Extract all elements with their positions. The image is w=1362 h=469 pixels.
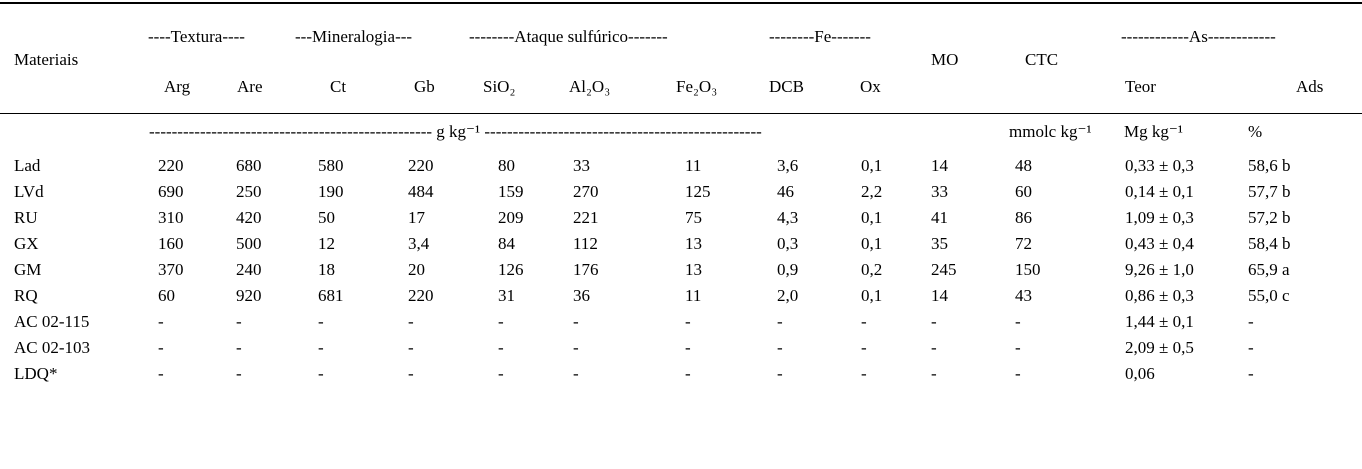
cell-mo: 41 xyxy=(931,208,948,227)
cell-ct: 18 xyxy=(318,260,335,279)
cell-teor: 0,14 ± 0,1 xyxy=(1125,182,1194,201)
cell-ads: - xyxy=(1248,364,1254,383)
cell-are: - xyxy=(236,312,242,331)
cell-dcb: - xyxy=(777,364,783,383)
cell-ctc: 43 xyxy=(1015,286,1032,305)
cell-ox: 0,2 xyxy=(861,260,883,279)
cell-dcb: 0,9 xyxy=(777,260,799,279)
units-gkg: -------------------------------------------------- g kg⁻¹ ------------------------------------------------- xyxy=(149,122,762,141)
cell-mo: - xyxy=(931,364,937,383)
cell-gb: - xyxy=(408,364,414,383)
cell-dcb: 4,3 xyxy=(777,208,799,227)
cell-fe2o3: - xyxy=(685,312,691,331)
cell-ox: - xyxy=(861,312,867,331)
cell-arg: 220 xyxy=(158,156,184,175)
row-material: RQ xyxy=(14,286,38,305)
cell-fe2o3: 11 xyxy=(685,286,702,305)
header-col-ctc: CTC xyxy=(1025,50,1059,69)
cell-ctc: 72 xyxy=(1015,234,1032,253)
cell-teor: 1,44 ± 0,1 xyxy=(1125,312,1194,331)
row-material: AC 02-115 xyxy=(14,312,90,331)
cell-dcb: 3,6 xyxy=(777,156,799,175)
cell-al2o3: - xyxy=(573,338,579,357)
cell-ads: - xyxy=(1248,338,1254,357)
cell-ads: 58,6 b xyxy=(1248,156,1291,175)
header-col-are: Are xyxy=(237,77,263,96)
header-col-ads: Ads xyxy=(1296,77,1324,96)
cell-ct: 190 xyxy=(318,182,344,201)
cell-ox: 0,1 xyxy=(861,234,883,253)
cell-al2o3: 112 xyxy=(573,234,598,253)
cell-al2o3: 33 xyxy=(573,156,590,175)
cell-fe2o3: - xyxy=(685,364,691,383)
cell-sio2: 159 xyxy=(498,182,524,201)
cell-mo: 245 xyxy=(931,260,957,279)
header-col-ct: Ct xyxy=(330,77,347,96)
cell-ctc: 150 xyxy=(1015,260,1041,279)
cell-ads: - xyxy=(1248,312,1254,331)
header-col-mo: MO xyxy=(931,50,959,69)
cell-gb: 220 xyxy=(408,286,434,305)
cell-mo: - xyxy=(931,338,937,357)
cell-are: 240 xyxy=(236,260,262,279)
cell-are: 680 xyxy=(236,156,262,175)
cell-arg: 690 xyxy=(158,182,184,201)
cell-dcb: 2,0 xyxy=(777,286,799,305)
cell-ox: 2,2 xyxy=(861,182,883,201)
units-mgkg: Mg kg⁻¹ xyxy=(1124,122,1183,141)
header-group-ataque: --------Ataque sulfúrico------- xyxy=(469,27,668,46)
cell-ct: 681 xyxy=(318,286,344,305)
cell-ox: 0,1 xyxy=(861,208,883,227)
cell-al2o3: 36 xyxy=(573,286,590,305)
cell-fe2o3: 13 xyxy=(685,260,702,279)
cell-ct: - xyxy=(318,338,324,357)
cell-arg: 370 xyxy=(158,260,184,279)
cell-arg: - xyxy=(158,364,164,383)
top-rule xyxy=(0,2,1362,4)
cell-dcb: - xyxy=(777,312,783,331)
cell-mo: 35 xyxy=(931,234,948,253)
cell-sio2: - xyxy=(498,338,504,357)
cell-ct: - xyxy=(318,364,324,383)
cell-sio2: 84 xyxy=(498,234,515,253)
cell-al2o3: - xyxy=(573,312,579,331)
units-percent: % xyxy=(1248,122,1263,141)
header-col-fe2o3: Fe₂O₃ xyxy=(676,77,718,96)
cell-mo: 14 xyxy=(931,156,948,175)
header-col-ox: Ox xyxy=(860,77,881,96)
cell-are: 250 xyxy=(236,182,262,201)
cell-are: 920 xyxy=(236,286,262,305)
cell-are: - xyxy=(236,338,242,357)
row-material: LVd xyxy=(14,182,44,201)
row-material: LDQ* xyxy=(14,364,58,383)
header-col-gb: Gb xyxy=(414,77,435,96)
header-group-fe: --------Fe------- xyxy=(769,27,871,46)
cell-ox: - xyxy=(861,364,867,383)
cell-arg: 310 xyxy=(158,208,184,227)
header-group-mineralogia: ---Mineralogia--- xyxy=(295,27,413,46)
cell-sio2: - xyxy=(498,364,504,383)
cell-fe2o3: 75 xyxy=(685,208,702,227)
row-material: GM xyxy=(14,260,42,279)
cell-are: - xyxy=(236,364,242,383)
cell-gb: - xyxy=(408,338,414,357)
cell-gb: 3,4 xyxy=(408,234,430,253)
header-col-sio2: SiO₂ xyxy=(483,77,516,96)
header-materiais: Materiais xyxy=(14,50,79,69)
row-material: AC 02-103 xyxy=(14,338,91,357)
row-material: Lad xyxy=(14,156,41,175)
cell-gb: 484 xyxy=(408,182,434,201)
cell-ct: - xyxy=(318,312,324,331)
cell-al2o3: 270 xyxy=(573,182,599,201)
row-material: RU xyxy=(14,208,38,227)
cell-are: 500 xyxy=(236,234,262,253)
cell-teor: 0,33 ± 0,3 xyxy=(1125,156,1194,175)
cell-sio2: 31 xyxy=(498,286,515,305)
cell-ox: - xyxy=(861,338,867,357)
cell-fe2o3: 11 xyxy=(685,156,702,175)
cell-dcb: 46 xyxy=(777,182,794,201)
cell-fe2o3: 125 xyxy=(685,182,711,201)
cell-ctc: - xyxy=(1015,338,1021,357)
cell-sio2: 126 xyxy=(498,260,524,279)
cell-gb: 17 xyxy=(408,208,425,227)
header-col-dcb: DCB xyxy=(769,77,804,96)
cell-ctc: - xyxy=(1015,312,1021,331)
cell-sio2: 209 xyxy=(498,208,524,227)
header-rule xyxy=(0,113,1362,114)
row-material: GX xyxy=(14,234,39,253)
cell-al2o3: 176 xyxy=(573,260,599,279)
cell-teor: 0,86 ± 0,3 xyxy=(1125,286,1194,305)
cell-teor: 2,09 ± 0,5 xyxy=(1125,338,1194,357)
cell-ctc: 48 xyxy=(1015,156,1032,175)
cell-mo: - xyxy=(931,312,937,331)
cell-teor: 1,09 ± 0,3 xyxy=(1125,208,1194,227)
cell-sio2: - xyxy=(498,312,504,331)
cell-dcb: - xyxy=(777,338,783,357)
cell-gb: 220 xyxy=(408,156,434,175)
cell-ads: 57,7 b xyxy=(1248,182,1291,201)
cell-ox: 0,1 xyxy=(861,156,883,175)
cell-al2o3: 221 xyxy=(573,208,599,227)
header-col-teor: Teor xyxy=(1125,77,1156,96)
cell-teor: 9,26 ± 1,0 xyxy=(1125,260,1194,279)
cell-arg: 160 xyxy=(158,234,184,253)
cell-sio2: 80 xyxy=(498,156,515,175)
cell-ads: 58,4 b xyxy=(1248,234,1291,253)
header-group-as: ------------As------------ xyxy=(1121,27,1276,46)
cell-gb: 20 xyxy=(408,260,425,279)
cell-ctc: 86 xyxy=(1015,208,1032,227)
cell-al2o3: - xyxy=(573,364,579,383)
cell-arg: - xyxy=(158,338,164,357)
cell-ads: 57,2 b xyxy=(1248,208,1291,227)
cell-fe2o3: 13 xyxy=(685,234,702,253)
cell-ct: 580 xyxy=(318,156,344,175)
cell-gb: - xyxy=(408,312,414,331)
cell-mo: 33 xyxy=(931,182,948,201)
header-col-arg: Arg xyxy=(164,77,191,96)
cell-ctc: - xyxy=(1015,364,1021,383)
cell-dcb: 0,3 xyxy=(777,234,799,253)
cell-ads: 55,0 c xyxy=(1248,286,1290,305)
units-mmolc: mmolc kg⁻¹ xyxy=(1009,122,1092,141)
cell-arg: 60 xyxy=(158,286,175,305)
header-col-al2o3: Al₂O₃ xyxy=(569,77,611,96)
cell-ct: 12 xyxy=(318,234,335,253)
cell-ct: 50 xyxy=(318,208,335,227)
header-group-textura: ----Textura---- xyxy=(148,27,245,46)
cell-ox: 0,1 xyxy=(861,286,883,305)
cell-fe2o3: - xyxy=(685,338,691,357)
cell-arg: - xyxy=(158,312,164,331)
cell-teor: 0,43 ± 0,4 xyxy=(1125,234,1194,253)
cell-are: 420 xyxy=(236,208,262,227)
cell-ctc: 60 xyxy=(1015,182,1032,201)
cell-ads: 65,9 a xyxy=(1248,260,1290,279)
cell-mo: 14 xyxy=(931,286,948,305)
cell-teor: 0,06 xyxy=(1125,364,1155,383)
